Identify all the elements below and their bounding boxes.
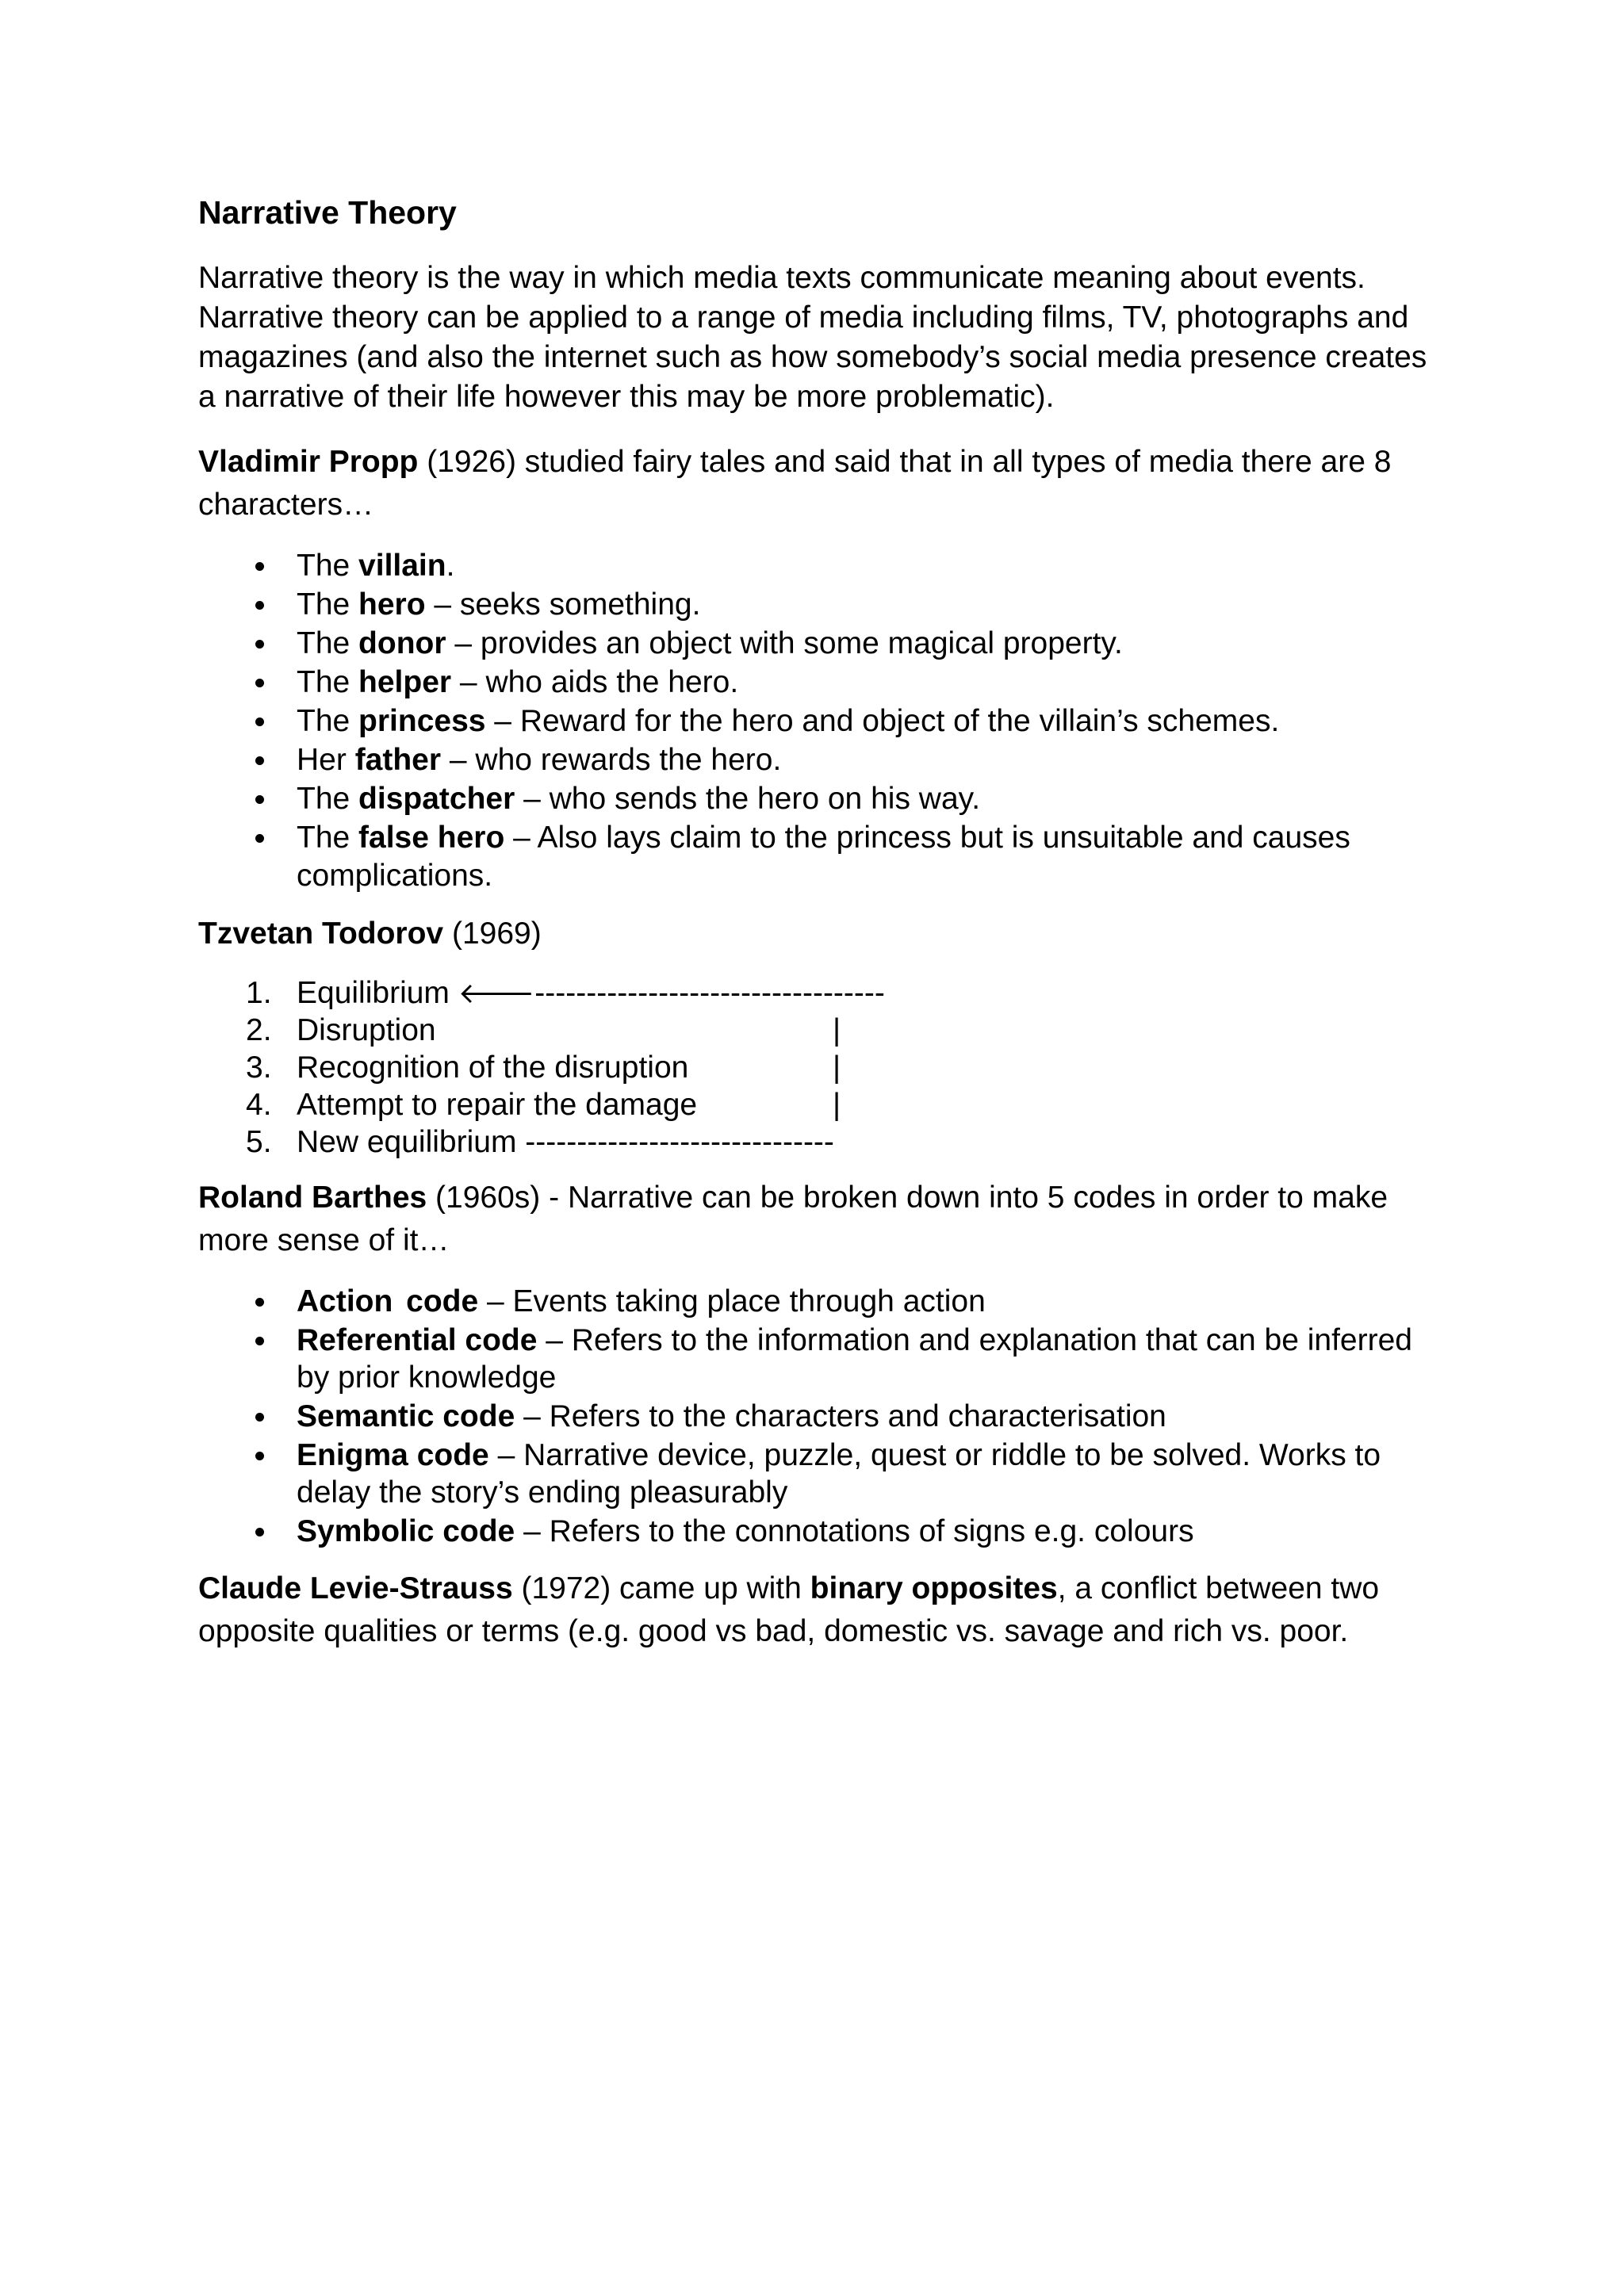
propp-paragraph [198, 441, 1451, 526]
list-item: Action code – Events taking place through action [198, 1283, 1451, 1320]
bullet-icon [255, 679, 264, 687]
propp-name: Vladimir Propp [198, 445, 419, 479]
arrow-left-icon: 🡐 [458, 977, 535, 1009]
list-item: 2. Disruption | [246, 1013, 841, 1047]
bullet-icon [255, 1337, 264, 1345]
todorov-name: Tzvetan Todorov [198, 916, 444, 951]
bullet-icon [255, 1298, 264, 1307]
dash-line: ------------------------------ [525, 1125, 834, 1159]
list-item: Symbolic code – Refers to the connotations of signs e.g. colours [198, 1513, 1451, 1550]
todorov-year: (1969) [443, 916, 542, 951]
todorov-stage-list [198, 974, 1451, 1161]
propp-text: (1926) studied fairy tales and said that in all types of media there are 8 characters… [198, 445, 1392, 522]
list-item: The villain. [198, 547, 1451, 585]
bullet-icon [255, 795, 264, 804]
list-item: Semantic code – Refers to the characters and characterisation [198, 1398, 1451, 1435]
bullet-icon [255, 718, 264, 726]
levi-strauss-name: Claude Levie-Strauss [198, 1571, 513, 1605]
connector-bar: | [833, 1050, 841, 1085]
list-item: The princess – Reward for the hero and object of the villain’s schemes. [198, 702, 1451, 740]
levi-strauss-paragraph: Claude Levie-Strauss (1972) came up with binary opposites, a conflict between two opposite qualities or terms (e.g. good vs bad, domestic vs. savage and rich vs. poor. [198, 1571, 1380, 1648]
barthes-text: (1960s) - Narrative can be broken down into 5 codes in order to make more sense of it… [198, 1181, 1388, 1257]
barthes-code-list [198, 1283, 1451, 1550]
list-item: The helper – who aids the hero. [198, 664, 1451, 702]
list-item: Enigma code – Narrative device, puzzle, quest or riddle to be solved. Works to delay the story’s ending pleasurably [198, 1437, 1451, 1511]
page-title: Narrative Theory [198, 194, 457, 231]
bullet-icon [255, 1528, 264, 1536]
intro-paragraph: Narrative theory is the way in which media texts communicate meaning about events. Narrative theory can be applied to a range of media including films, TV, photographs and magazines (and also the internet such as how somebody’s social media presence creates a narrative of their life however this may be more problematic). [198, 261, 1427, 414]
bullet-icon [255, 756, 264, 765]
list-item: Referential code – Refers to the information and explanation that can be inferred by prior knowledge [198, 1322, 1451, 1396]
list-item: 4. Attempt to repair the damage | [246, 1088, 841, 1122]
list-item: The hero – seeks something. [198, 586, 1451, 624]
barthes-paragraph [198, 1177, 1451, 1262]
list-item: 3. Recognition of the disruption | [246, 1050, 841, 1085]
list-item: Her father – who rewards the hero. [198, 741, 1451, 779]
connector-bar: | [833, 1088, 841, 1122]
list-item: The donor – provides an object with some magical property. [198, 625, 1451, 663]
dash-line: ---------------------------------- [534, 976, 885, 1010]
bullet-icon [255, 640, 264, 649]
connector-bar: | [833, 1013, 841, 1047]
bullet-icon [255, 601, 264, 610]
bullet-icon [255, 834, 264, 843]
barthes-name: Roland Barthes [198, 1181, 427, 1215]
list-item: The dispatcher – who sends the hero on his way. [198, 780, 1451, 818]
binary-opposites-term: binary opposites [810, 1571, 1058, 1605]
todorov-heading [198, 913, 1451, 955]
list-item: 1. Equilibrium 🡐---------------------------------- [246, 976, 885, 1010]
document-content [198, 190, 1451, 1653]
list-item: 5. New equilibrium ------------------------------ [246, 1125, 834, 1159]
propp-character-list [198, 547, 1451, 895]
bullet-icon [255, 1452, 264, 1460]
bullet-icon [255, 562, 264, 571]
list-item: The false hero – Also lays claim to the princess but is unsuitable and causes complications. [198, 819, 1451, 895]
bullet-icon [255, 1413, 264, 1422]
